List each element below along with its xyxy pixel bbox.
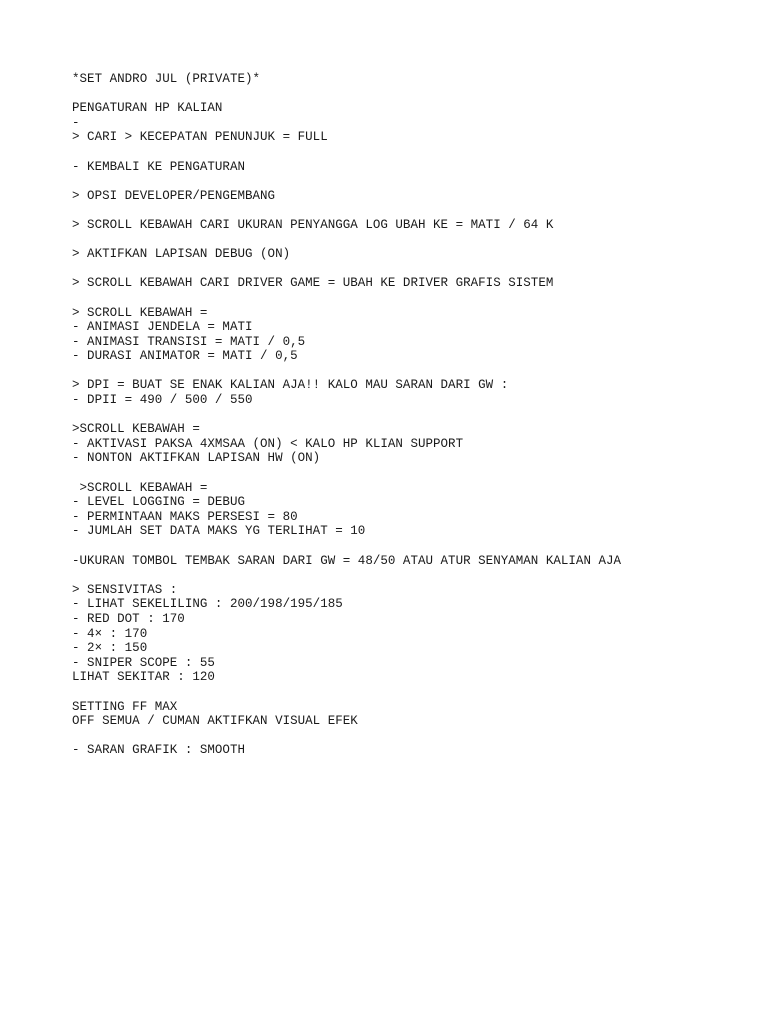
text-line: - ANIMASI JENDELA = MATI [72, 320, 253, 335]
text-line: > CARI > KECEPATAN PENUNJUK = FULL [72, 130, 328, 145]
text-line: - SNIPER SCOPE : 55 [72, 655, 215, 670]
text-block [72, 72, 732, 87]
text-line: LIHAT SEKITAR : 120 [72, 670, 215, 685]
text-line: > AKTIFKAN LAPISAN DEBUG (ON) [72, 247, 291, 262]
text-line: > SCROLL KEBAWAH CARI UKURAN PENYANGGA LOG UBAH KE = MATI / 64 K [72, 217, 554, 232]
text-block [72, 218, 732, 233]
text-line: - AKTIVASI PAKSA 4XMSAA (ON) < KALO HP KLIAN SUPPORT [72, 436, 464, 451]
text-line: - KEMBALI KE PENGATURAN [72, 159, 245, 174]
text-block [72, 554, 732, 569]
text-line: - ANIMASI TRANSISI = MATI / 0,5 [72, 334, 306, 349]
text-line: - NONTON AKTIFKAN LAPISAN HW (ON) [72, 451, 321, 466]
text-line: - LEVEL LOGGING = DEBUG [72, 495, 245, 510]
text-line: > SENSIVITAS : [72, 582, 178, 597]
text-line: - DPII = 490 / 500 / 550 [72, 393, 253, 408]
text-line: >SCROLL KEBAWAH = [72, 480, 208, 495]
text-line: OFF SEMUA / CUMAN AKTIFKAN VISUAL EFEK [72, 714, 358, 729]
text-line: PENGATURAN HP KALIAN [72, 101, 223, 116]
text-line: SETTING FF MAX [72, 699, 178, 714]
text-line: - 2× : 150 [72, 641, 148, 656]
text-line: *SET ANDRO JUL (PRIVATE)* [72, 72, 261, 86]
text-line: >SCROLL KEBAWAH = [72, 422, 200, 437]
text-block [72, 481, 732, 539]
text-block [72, 306, 732, 364]
text-block [72, 101, 732, 145]
text-line: - LIHAT SEKELILING : 200/198/195/185 [72, 597, 343, 612]
text-block [72, 583, 732, 685]
text-line: -UKURAN TOMBOL TEMBAK SARAN DARI GW = 48/50 ATAU ATUR SENYAMAN KALIAN AJA [72, 553, 622, 568]
text-line: > SCROLL KEBAWAH = [72, 305, 208, 320]
text-line: - PERMINTAAN MAKS PERSESI = 80 [72, 509, 298, 524]
document-page [72, 72, 732, 773]
text-block [72, 378, 732, 407]
text-block [72, 189, 732, 204]
text-line: - JUMLAH SET DATA MAKS YG TERLIHAT = 10 [72, 524, 366, 539]
text-line: - [72, 115, 80, 130]
text-block [72, 700, 732, 729]
text-block [72, 276, 732, 291]
text-line: - 4× : 170 [72, 626, 148, 641]
text-line: > SCROLL KEBAWAH CARI DRIVER GAME = UBAH KE DRIVER GRAFIS SISTEM [72, 276, 554, 291]
text-line: - SARAN GRAFIK : SMOOTH [72, 743, 245, 758]
text-line: > DPI = BUAT SE ENAK KALIAN AJA!! KALO MAU SARAN DARI GW : [72, 378, 509, 393]
text-line: - DURASI ANIMATOR = MATI / 0,5 [72, 349, 298, 364]
text-block [72, 422, 732, 466]
text-block [72, 160, 732, 175]
text-block [72, 743, 732, 758]
text-line: - RED DOT : 170 [72, 611, 185, 626]
text-line: > OPSI DEVELOPER/PENGEMBANG [72, 188, 276, 203]
text-block [72, 247, 732, 262]
